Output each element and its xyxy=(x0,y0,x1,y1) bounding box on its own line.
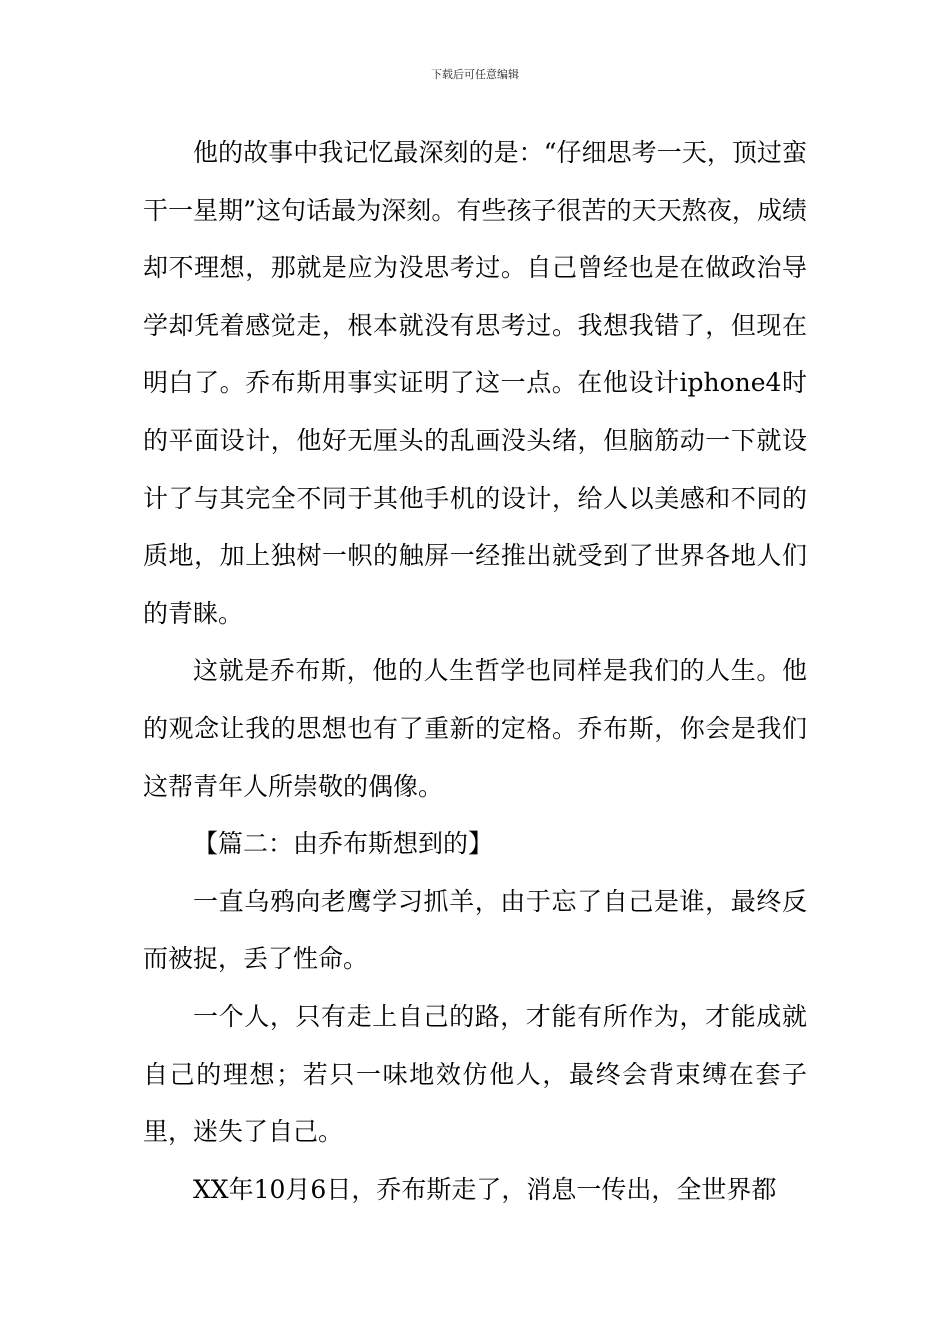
paragraph: 一直乌鸦向老鹰学习抓羊，由于忘了自己是谁，最终反而被捉，丢了性命。 xyxy=(143,886,807,974)
paragraph: 这就是乔布斯，他的人生哲学也同样是我们的人生。他的观念让我的思想也有了重新的定格。乔布斯，你会是我们这帮青年人所崇敬的偶像。 xyxy=(143,656,807,801)
paragraph: XX年10月6日，乔布斯走了，消息一传出，全世界都 xyxy=(193,1174,777,1204)
page-header: 下载后可任意编辑 xyxy=(431,68,519,81)
paragraph: 一个人，只有走上自己的路，才能有所作为，才能成就自己的理想；若只一味地效仿他人，最终会背束缚在套子里，迷失了自己。 xyxy=(143,1001,807,1147)
section-heading: 【篇二：由乔布斯想到的】 xyxy=(193,829,494,859)
document-body xyxy=(143,124,807,1218)
paragraph: 他的故事中我记忆最深刻的是：“仔细思考一天，顶过蛮干一星期”这句话最为深刻。有些孩子很苦的天天熬夜，成绩却不理想，那就是应为没思考过。自己曾经也是在做政治导学却凭着感觉走，根本就没有思考过。我想我错了，但现在明白了。乔布斯用事实证明了这一点。在他设计iphone4时的平面设计，他好无厘头的乱画没头绪，但脑筋动一下就设计了与其完全不同于其他手机的设计，给人以美感和不同的质地，加上独树一帜的触屏一经推出就受到了世界各地人们的青睐。 xyxy=(143,138,807,628)
